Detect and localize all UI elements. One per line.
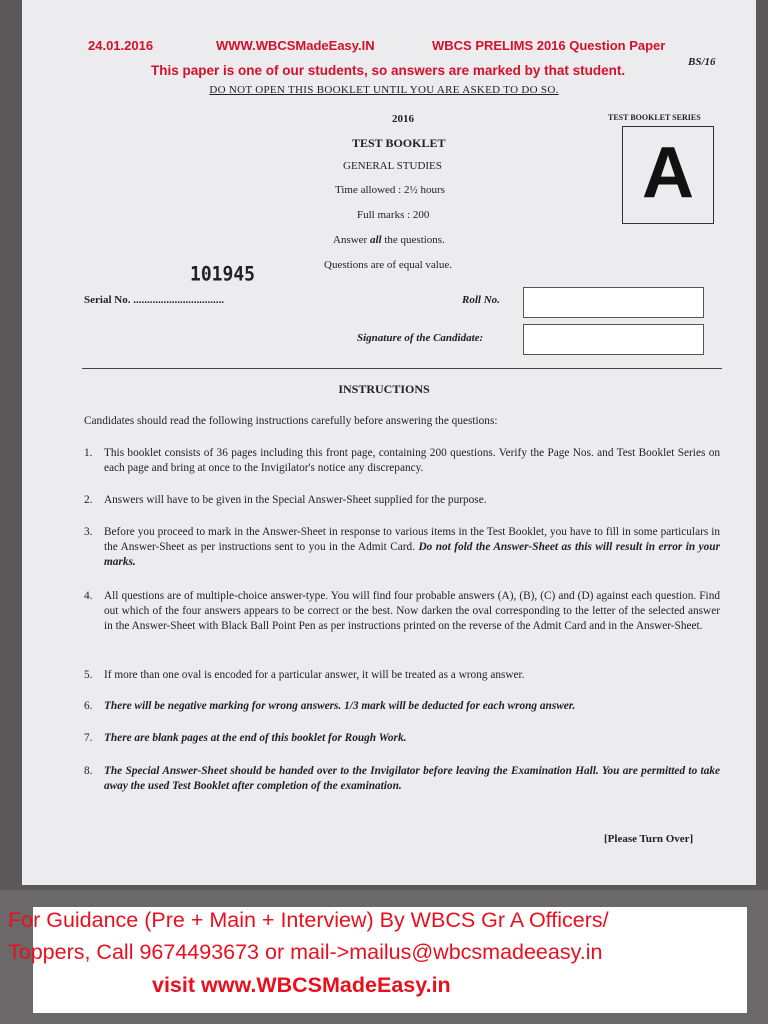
- time-allowed: Time allowed : 2½ hours: [335, 184, 445, 196]
- booklet-number: 101945: [190, 262, 256, 287]
- booklet-year: 2016: [392, 113, 414, 125]
- instructions-intro: Candidates should read the following instructions carefully before answering the questions:: [84, 415, 498, 427]
- turn-over: [Please Turn Over]: [604, 833, 694, 845]
- header-paper-title: WBCS PRELIMS 2016 Question Paper: [432, 38, 666, 53]
- series-label: TEST BOOKLET SERIES: [608, 113, 701, 122]
- banner-line-1: For Guidance (Pre + Main + Interview) By WBCS Gr A Officers/: [8, 908, 609, 932]
- instruction-item-5: 5. If more than one oval is encoded for a particular answer, it will be treated as a wrong answer.: [84, 669, 525, 681]
- instruction-item-1: 1. This booklet consists of 36 pages including this front page, containing 200 questions. Verify the Page Nos. and Test Booklet Series on each page and bring at once to the Invigilator's notice any discrepancy.: [84, 447, 720, 474]
- booklet-subject: GENERAL STUDIES: [343, 160, 442, 172]
- roll-label: Roll No.: [462, 294, 500, 306]
- series-box: [622, 126, 714, 224]
- instruction-item-8: 8. The Special Answer-Sheet should be handed over to the Invigilator before leaving the Examination Hall. You are permitted to take away the used Test Booklet after completion of the examination.: [84, 765, 720, 792]
- banner-line-3[interactable]: visit www.WBCSMadeEasy.in: [152, 973, 451, 997]
- series-code: BS/16: [688, 56, 716, 68]
- instruction-item-6: 6. There will be negative marking for wrong answers. 1/3 mark will be deducted for each wrong answer.: [84, 700, 576, 712]
- header-date: 24.01.2016: [88, 38, 154, 53]
- signature-label: Signature of the Candidate:: [357, 332, 484, 344]
- banner-line-2: Toppers, Call 9674493673 or mail->mailus@wbcsmadeeasy.in: [8, 940, 603, 964]
- divider: [82, 368, 722, 369]
- serial-label: Serial No. .................................: [84, 294, 224, 306]
- header-website: WWW.WBCSMadeEasy.IN: [216, 38, 375, 53]
- roll-number-field[interactable]: [523, 287, 704, 318]
- instruction-item-3: 3. Before you proceed to mark in the Answer-Sheet in response to various items in the Test Booklet, you have to fill in some particulars in the Answer-Sheet as per instructions sent to you in the Admit Card. Do not fold the Answer-Sheet as this will result in error in your marks.: [84, 526, 720, 568]
- signature-field[interactable]: [523, 324, 704, 355]
- header-note: This paper is one of our students, so answers are marked by that student.: [151, 63, 626, 78]
- instruction-item-7: 7. There are blank pages at the end of this booklet for Rough Work.: [84, 732, 407, 744]
- instructions-heading: INSTRUCTIONS: [338, 382, 430, 396]
- open-warning: DO NOT OPEN THIS BOOKLET UNTIL YOU ARE ASKED TO DO SO.: [209, 84, 559, 96]
- booklet-title: TEST BOOKLET: [352, 136, 446, 150]
- instruction-item-2: 2. Answers will have to be given in the Special Answer-Sheet supplied for the purpose.: [84, 494, 487, 506]
- series-letter: A: [642, 133, 694, 213]
- equal-value: Questions are of equal value.: [324, 259, 452, 271]
- full-marks: Full marks : 200: [357, 209, 430, 221]
- answer-all: Answer all the questions.: [333, 234, 445, 246]
- instruction-item-4: 4. All questions are of multiple-choice answer-type. You will find four probable answers (A), (B), (C) and (D) against each question. Find out which of the four answers appears to be correct or the best. Now darken the oval corresponding to the letter of the selected answer in the Answer-Sheet with Black Ball Point Pen as per instructions printed on the reverse of the Admit Card and in the Answer-Sheet.: [84, 590, 720, 632]
